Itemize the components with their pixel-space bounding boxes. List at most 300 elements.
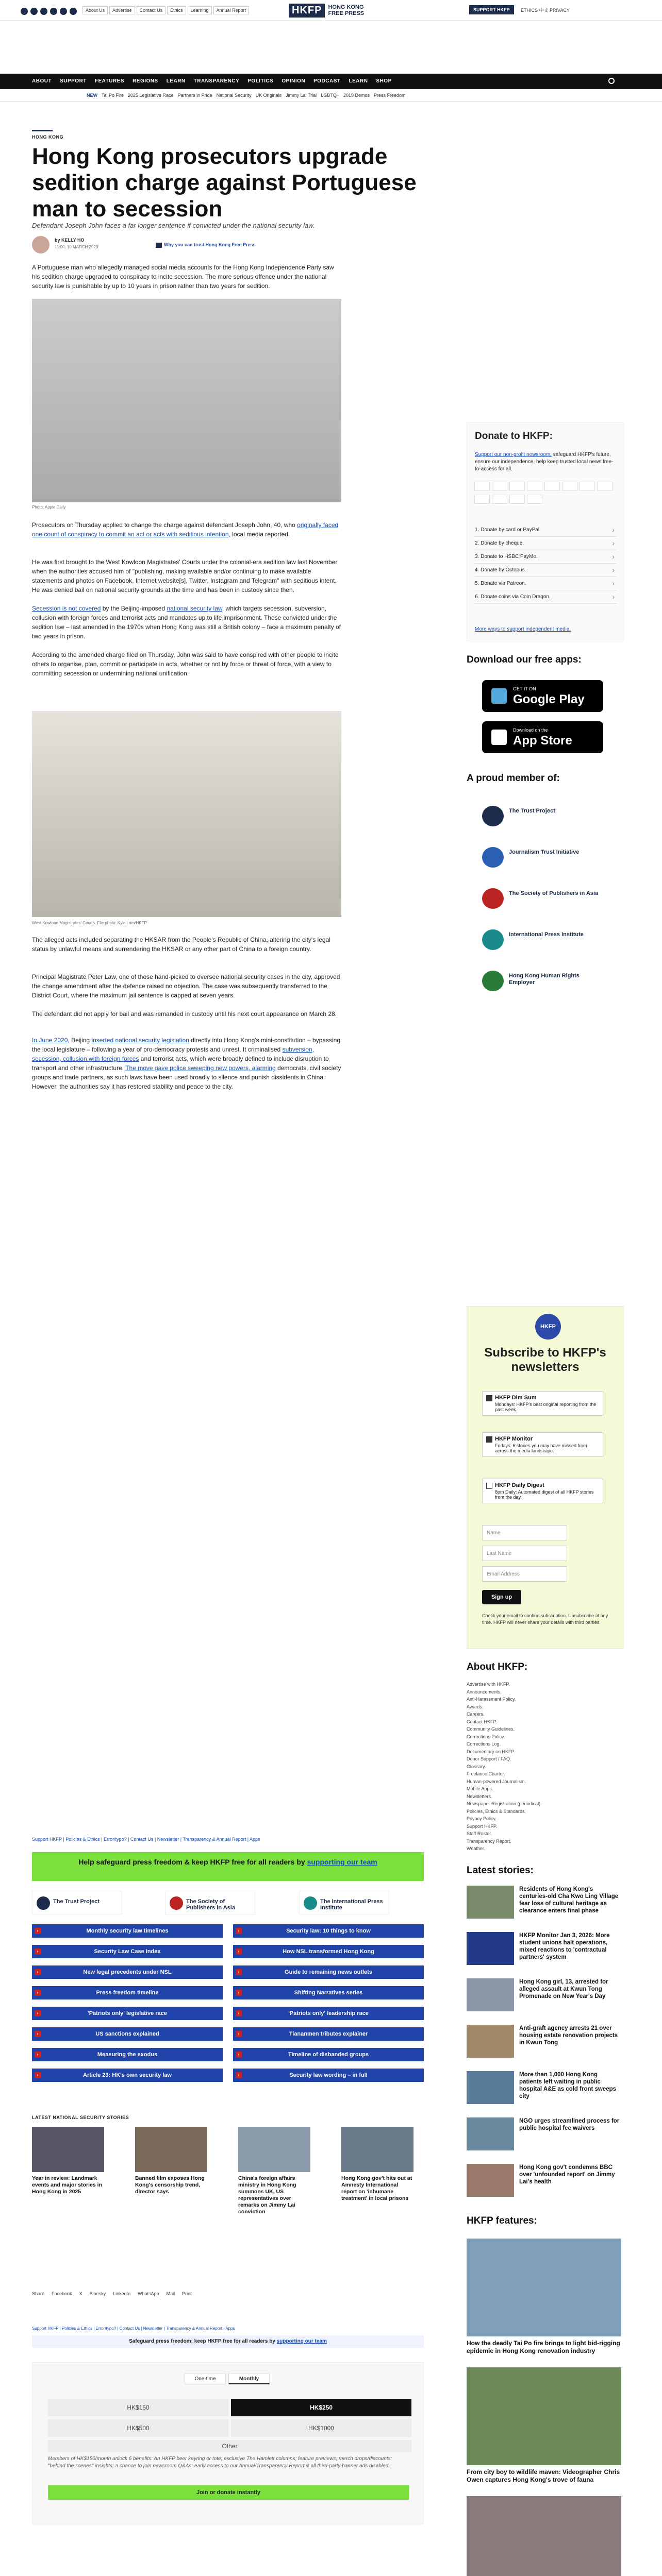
ipi-logo	[304, 1896, 317, 1910]
donate-method[interactable]: 2. Donate by cheque. ›	[475, 537, 617, 550]
about-item[interactable]: Newsletters.	[467, 1793, 492, 1799]
option-name: HKFP Monitor	[495, 1436, 533, 1442]
nav-item[interactable]: LEARN	[349, 78, 368, 84]
subnav-item[interactable]: Press Freedom	[373, 93, 406, 98]
option-desc: 8pm Daily: Automated digest of all HKFP stories from the day.	[495, 1489, 594, 1500]
court-image	[32, 711, 341, 917]
article-paragraph: He was first brought to the West Kowloon Magistrates' Courts under the colonial-era sedition law last November when the authorities accused him of "publishing, making available and/or continuing to make available statements and photos on Facebook, Internet website[s], Twitter, Instagram and Telegram" with seditious intent. He was denied bail on national security grounds at the time and has been in custody since then.	[32, 558, 338, 594]
member-logo[interactable]	[482, 927, 601, 952]
footer-links[interactable]: Support HKFP | Policies & Ethics | Error/typo? | Contact Us | Newsletter | Transparency & Annual Report | Apps	[32, 2326, 235, 2331]
story-title[interactable]: Year in review: Landmark events and major stories in Hong Kong in 2025	[32, 2175, 102, 2195]
subnav-item[interactable]: LGBTQ+	[321, 93, 339, 98]
tile-label: Press freedom timeline	[96, 1990, 159, 1996]
feature-card[interactable]	[467, 2496, 621, 2576]
youtube-icon[interactable]	[50, 8, 57, 15]
feature-card[interactable]	[467, 2239, 621, 2355]
latest-story[interactable]	[467, 1932, 621, 1973]
about-title: About HKFP:	[467, 1662, 528, 1672]
latest-story[interactable]	[467, 1978, 621, 2020]
site-logo[interactable]	[289, 2, 364, 19]
donate-lead-link[interactable]: Support our non-profit newsroom:	[475, 452, 552, 457]
ns-story[interactable]	[32, 2127, 104, 2195]
nav-item[interactable]: FEATURES	[94, 78, 125, 84]
ns-story[interactable]	[238, 2127, 310, 2215]
store-small: GET IT ON	[513, 686, 536, 691]
top-link[interactable]: Advertise	[109, 6, 135, 14]
latest-story[interactable]	[467, 2117, 621, 2159]
amount-option[interactable]: HK$150	[48, 2399, 228, 2416]
explainer-tile[interactable]	[233, 2069, 424, 2082]
story-title[interactable]: Residents of Hong Kong's centuries-old Cha Kwo Ling Village fear loss of cultural heritage as clearance enters final phase	[519, 1886, 619, 1914]
text: democrats, civil society groups and trade partners, as such laws have been used broadly to silence and punish dissidents in China. However, the authorities say it has restored stability and peace to the city.	[32, 1064, 341, 1090]
support-hkfp-button[interactable]: SUPPORT HKFP	[469, 5, 514, 14]
about-item[interactable]: Careers.	[467, 1711, 485, 1717]
article-link[interactable]: In June 2020	[32, 1037, 68, 1044]
explainer-tile[interactable]	[32, 2027, 223, 2041]
article-footer-links[interactable]: Support HKFP | Policies & Ethics | Error/typo? | Contact Us | Newsletter | Transparency & Annual Report | Apps	[32, 1837, 260, 1842]
story-title[interactable]: Hong Kong girl, 13, arrested for alleged assault at Kwun Tong Promenade on New Year's Day	[519, 1979, 608, 1999]
arrow-icon: ›	[35, 1990, 41, 1996]
partner-name: The Trust Project	[53, 1899, 100, 1905]
applepay-icon	[474, 495, 490, 504]
support-banner-text: Help safeguard press freedom & keep HKFP free for all readers by	[78, 1858, 307, 1866]
partner-name: The International Press Institute	[320, 1899, 383, 1911]
membership-benefits: Members of HK$150/month unlock 6 benefits: An HKFP beer keyring or tote; exclusive The Hamlett columns; feature previews; merch drops/discounts; "behind the scenes" insights; a chance to join newsroom Q&As; early access to our Annual/Transparency Report & all third-party banner ads disabled.	[48, 2456, 392, 2469]
social-icons	[21, 7, 79, 15]
donate-lead	[475, 451, 614, 473]
story-title[interactable]: HKFP Monitor Jan 3, 2026: More student unions halt operations, mixed reactions to 'contractual partners' system	[519, 1933, 610, 1960]
latest-national-security-title: LATEST NATIONAL SECURITY STORIES	[32, 2115, 129, 2120]
article-paragraph: The defendant did not apply for bail and was remanded in custody until his next court appearance on March 28.	[32, 1010, 337, 1018]
story-thumb	[467, 2025, 514, 2058]
explainer-tile[interactable]	[32, 1924, 223, 1938]
arrow-icon: ›	[35, 1928, 41, 1934]
latest-story[interactable]	[467, 2071, 621, 2112]
sub-nav	[0, 89, 662, 101]
about-item[interactable]: Freelance Charter.	[467, 1771, 505, 1776]
feature-image	[467, 2367, 621, 2465]
store-small: Download on the	[513, 727, 548, 733]
tile-label: Monthly security law timelines	[86, 1928, 169, 1934]
subnav-item[interactable]: Jimmy Lai Trial	[286, 93, 317, 98]
partner-name: The Society of Publishers in Asia	[186, 1899, 235, 1911]
donate-lead-text: safeguard HKFP's future, ensure our independence, help keep trusted local news free-to-access for all.	[475, 452, 614, 472]
donate-method[interactable]: 4. Donate by Octopus. ›	[475, 564, 617, 577]
nav-item[interactable]: SUPPORT	[60, 78, 87, 84]
newsletter-option[interactable]	[482, 1432, 603, 1457]
option-desc: Mondays: HKFP's best original reporting from the past week.	[495, 1402, 597, 1412]
subnav-item[interactable]: 2019 Demos	[343, 93, 370, 98]
share-print[interactable]: Print	[182, 2291, 192, 2296]
member-logo[interactable]	[482, 969, 601, 993]
arrow-icon: ›	[236, 2072, 242, 2078]
about-item[interactable]: Support HKFP.	[467, 1823, 498, 1829]
support-banner[interactable]	[32, 1852, 424, 1881]
nav-item[interactable]: PODCAST	[313, 78, 341, 84]
why-trust-text: Why you can trust Hong Kong Free Press	[164, 242, 256, 247]
last-name-input[interactable]: Last Name	[482, 1546, 567, 1561]
feature-card[interactable]	[467, 2367, 621, 2484]
explainer-tile[interactable]	[233, 1945, 424, 1958]
about-item[interactable]: Human-powered Journalism.	[467, 1778, 526, 1784]
explainer-tile[interactable]	[32, 1945, 223, 1958]
tile-label: Security Law Case Index	[94, 1948, 161, 1955]
bank-icon	[527, 495, 542, 504]
donate-method[interactable]: 5. Donate via Patreon. ›	[475, 577, 617, 590]
image-caption: Photo: Apple Daily	[32, 505, 66, 510]
jti-logo	[482, 847, 504, 868]
nav-item[interactable]: REGIONS	[133, 78, 158, 84]
tile-label: Shifting Narratives series	[294, 1990, 363, 1996]
share-row	[32, 2291, 199, 2296]
nav-item[interactable]: ABOUT	[32, 78, 52, 84]
join-button[interactable]: Join or donate instantly	[48, 2485, 409, 2500]
image-caption: West Kowloon Magistrates' Courts. File photo: Kyle Lam/HKFP	[32, 921, 147, 925]
text: , local media reported.	[228, 531, 290, 538]
tile-label: Security law wording – in full	[289, 2072, 368, 2078]
article-paragraph: According to the amended charge filed on Thursday, John was said to have conspired with other people to incite others to organise, plan, commit or participate in acts, whether or not by force or threat of force, with a view to committing secession or undermining national unification.	[32, 651, 339, 677]
feature-image	[467, 2496, 621, 2576]
article-link[interactable]: subversion, secession, collusion with foreign forces	[32, 1046, 314, 1062]
newsletter-option[interactable]	[482, 1391, 603, 1416]
article-paragraph	[32, 520, 341, 539]
logo-text	[328, 4, 364, 16]
story-thumb	[467, 1932, 514, 1965]
payment-icons	[473, 481, 618, 506]
article-headline: Hong Kong prosecutors upgrade sedition charge against Portuguese man to secession	[32, 144, 417, 222]
share-whatsapp[interactable]: WhatsApp	[138, 2291, 159, 2296]
more-ways-link[interactable]	[475, 626, 571, 632]
nav-item[interactable]: POLITICS	[247, 78, 274, 84]
newsletter-note: Check your email to confirm subscription. Unsubscribe at any time. HKFP will never share your details with third parties.	[482, 1613, 608, 1625]
apps-title: Download our free apps:	[467, 654, 582, 665]
member-name: International Press Institute	[509, 931, 584, 938]
arrow-icon: ›	[236, 2010, 242, 2016]
nav-item[interactable]: OPINION	[282, 78, 306, 84]
visa-icon	[492, 482, 507, 491]
amount-option-selected[interactable]: HK$250	[231, 2399, 411, 2416]
freq-one-time[interactable]: One-time	[185, 2373, 226, 2384]
share-label: Share	[32, 2291, 45, 2296]
member-logo[interactable]	[482, 804, 601, 828]
linkedin-icon[interactable]	[60, 8, 67, 15]
about-item[interactable]: Anti-Harassment Policy.	[467, 1697, 516, 1702]
story-title[interactable]: Hong Kong gov't condemns BBC over 'unfounded report' on Jimmy Lai's health	[519, 2164, 615, 2185]
arrow-icon: ›	[236, 1990, 242, 1996]
search-icon[interactable]	[608, 78, 615, 84]
subnav-item[interactable]: National Security	[216, 93, 252, 98]
ns-story[interactable]	[341, 2127, 413, 2202]
story-image	[341, 2127, 413, 2172]
option-desc: Fridays: 6 stories you may have missed from across the media landscape.	[495, 1443, 587, 1453]
explainer-tile[interactable]	[233, 1986, 424, 1999]
sopa-logo	[170, 1896, 183, 1910]
hrp-logo	[482, 971, 504, 991]
explainer-tile[interactable]	[233, 1965, 424, 1979]
option-name: HKFP Dim Sum	[495, 1395, 537, 1401]
name-input[interactable]: Name	[482, 1525, 567, 1540]
newsletter-title: Subscribe to HKFP's newsletters	[484, 1346, 606, 1374]
tile-label: US sanctions explained	[95, 2031, 159, 2037]
top-link[interactable]: Contact Us	[137, 6, 166, 14]
article-link[interactable]: national security law	[167, 605, 222, 612]
explainer-tile[interactable]	[32, 2069, 223, 2082]
story-title[interactable]: Hong Kong gov't hits out at Amnesty International report on 'inhumane treatment' in local prisons	[341, 2175, 412, 2201]
story-thumb	[467, 2117, 514, 2150]
patreon-icon	[509, 495, 525, 504]
tile-label: Tiananmen tributes explainer	[289, 2031, 368, 2037]
article-image	[32, 299, 341, 502]
story-thumb	[467, 1886, 514, 1919]
sopa-logo	[482, 888, 504, 909]
about-item[interactable]: Policies, Ethics & Standards.	[467, 1808, 526, 1814]
google-play-button[interactable]	[482, 680, 603, 712]
arrow-icon: ›	[35, 2031, 41, 2037]
about-item[interactable]: Staff Roster.	[467, 1831, 492, 1836]
donate-title: Donate to HKFP:	[475, 431, 553, 442]
partner-logo[interactable]	[32, 1891, 122, 1914]
story-title[interactable]: Anti-graft agency arrests 21 over housing estate renovation projects in Kwun Tong	[519, 2025, 618, 2046]
about-item[interactable]: Advertise with HKFP.	[467, 1682, 510, 1687]
partner-logo[interactable]	[299, 1891, 389, 1914]
story-title[interactable]: More than 1,000 Hong Kong patients left waiting in public hospital A&E as cold front sweeps city	[519, 2072, 617, 2099]
tile-label: 'Patriots only' leadership race	[288, 2010, 369, 2016]
why-trust-link[interactable]	[156, 242, 256, 248]
about-item[interactable]: Contact HKFP.	[467, 1719, 497, 1724]
partner-logo[interactable]	[165, 1891, 255, 1914]
amex-icon	[509, 482, 525, 491]
arrow-icon: ›	[35, 1969, 41, 1975]
top-link[interactable]: About Us	[82, 6, 108, 14]
text: directly into Hong Kong's mini-constitution – bypassing the local legislature – following a year of pro-democracy protests and unrest. It criminalised	[32, 1037, 340, 1053]
language-links[interactable]: ETHICS 中文 PRIVACY	[521, 8, 570, 13]
donate-box	[467, 422, 624, 641]
support-banner-link[interactable]: supporting our team	[307, 1858, 377, 1866]
story-thumb	[467, 1978, 514, 2011]
unionpay-icon	[544, 482, 560, 491]
member-logo[interactable]	[482, 886, 601, 911]
explainer-tile[interactable]	[233, 1924, 424, 1938]
amount-option[interactable]: HK$500	[48, 2419, 228, 2437]
tile-label: Security law: 10 things to know	[286, 1928, 371, 1934]
checkbox[interactable]	[486, 1395, 492, 1401]
explainer-tile[interactable]	[233, 2007, 424, 2020]
arrow-icon: ›	[236, 1948, 242, 1955]
trust-project-logo	[37, 1896, 50, 1910]
subnav-item[interactable]: 2025 Legislative Race	[128, 93, 174, 98]
checkbox[interactable]	[486, 1436, 492, 1443]
new-badge: NEW	[87, 93, 97, 98]
text: , Beijing	[68, 1037, 92, 1044]
trust-project-logo	[482, 806, 504, 826]
arrow-icon: ›	[35, 2052, 41, 2058]
latest-title: Latest stories:	[467, 1865, 534, 1876]
share-mail[interactable]: Mail	[166, 2291, 175, 2296]
top-links	[82, 6, 251, 14]
tile-label: Measuring the exodus	[97, 2052, 158, 2058]
threads-icon[interactable]	[70, 8, 77, 15]
option-name: HKFP Daily Digest	[495, 1482, 544, 1488]
arrow-icon: ›	[35, 2010, 41, 2016]
member-title: A proud member of:	[467, 773, 560, 784]
top-link[interactable]: Ethics	[167, 6, 186, 14]
share-facebook[interactable]: Facebook	[52, 2291, 72, 2296]
about-item[interactable]: Weather.	[467, 1846, 485, 1851]
member-name: The Society of Publishers in Asia	[509, 890, 599, 896]
top-link[interactable]: Annual Report	[213, 6, 250, 14]
checkbox[interactable]	[486, 1483, 492, 1489]
tile-label: Timeline of disbanded groups	[288, 2052, 369, 2058]
about-item[interactable]: Corrections Log.	[467, 1741, 501, 1747]
arrow-icon: ›	[35, 2072, 41, 2078]
article-link[interactable]: inserted national security legislation	[91, 1037, 189, 1044]
article-paragraph	[32, 604, 341, 641]
author-name[interactable]: by KELLY HO	[55, 238, 85, 243]
freq-monthly[interactable]: Monthly	[228, 2373, 270, 2384]
standfirst: Defendant Joseph John faces a far longer sentence if convicted under the national security law.	[32, 222, 315, 229]
email-input[interactable]: Email Address	[482, 1566, 567, 1582]
article-paragraph	[32, 1036, 341, 1091]
article-link[interactable]: The move gave police sweeping new powers, alarming	[125, 1064, 276, 1072]
explainer-tile[interactable]	[32, 2007, 223, 2020]
about-item[interactable]: Donor Support / FAQ.	[467, 1756, 511, 1761]
subnav-item[interactable]: UK Originals	[255, 93, 282, 98]
apple-icon	[491, 730, 507, 745]
paypal-icon	[597, 482, 613, 491]
author-avatar[interactable]	[32, 236, 49, 253]
latest-story[interactable]	[467, 2164, 621, 2205]
story-image	[32, 2127, 104, 2172]
story-image	[238, 2127, 310, 2172]
logo-line1: HONG KONG	[328, 4, 364, 10]
latest-story[interactable]	[467, 1886, 621, 1927]
about-item[interactable]: Glossary.	[467, 1764, 486, 1769]
about-item[interactable]: Privacy Policy.	[467, 1816, 496, 1821]
article-paragraph: Principal Magistrate Peter Law, one of those hand-picked to oversee national security cases in the city, approved the change amendment after the defence raised no objection. The case was subsequently transferred to the District Court, where the maximum jail sentence is capped at seven years.	[32, 973, 340, 999]
text: and terrorist acts, which were broadly defined to include disruption to transport and other infrastructure.	[32, 1055, 329, 1072]
top-link[interactable]: Learning	[188, 6, 212, 14]
explainer-tile[interactable]	[32, 1965, 223, 1979]
instagram-icon[interactable]	[40, 8, 47, 15]
arrow-icon: ›	[236, 2031, 242, 2037]
donate-method[interactable]: 6. Donate coins via Coin Dragon. ›	[475, 590, 617, 604]
arrow-icon: ›	[236, 1969, 242, 1975]
about-item[interactable]: Corrections Policy.	[467, 1734, 505, 1739]
story-thumb	[467, 2164, 514, 2197]
explainer-tile[interactable]	[32, 2048, 223, 2061]
app-store-button[interactable]	[482, 721, 603, 753]
google-play-icon	[491, 688, 507, 704]
top-bar	[0, 0, 662, 21]
story-image	[135, 2127, 207, 2172]
googlepay-icon	[492, 495, 507, 504]
store-big: Google Play	[513, 692, 585, 706]
share-x[interactable]: X	[79, 2291, 82, 2296]
ipi-logo	[482, 929, 504, 950]
octopus-icon	[580, 482, 595, 491]
store-big: App Store	[513, 734, 572, 748]
signup-button[interactable]: Sign up	[482, 1590, 521, 1604]
article-paragraph: The alleged acts included separating the HKSAR from the People's Republic of China, altering the city's legal status by unlawful means and surrendering the HKSAR or any other part of China to a foreign country.	[32, 936, 330, 953]
tile-label: How NSL transformed Hong Kong	[283, 1948, 374, 1955]
newsletter-option[interactable]	[482, 1479, 603, 1503]
kicker[interactable]: HONG KONG	[32, 134, 64, 140]
about-list	[467, 1681, 611, 1853]
amount-other[interactable]: Other	[48, 2440, 411, 2452]
explainer-tile[interactable]	[233, 2048, 424, 2061]
article-link[interactable]: originally faced one count of conspiracy to commit an act or acts with seditious intention	[32, 521, 339, 538]
article-paragraph: A Portuguese man who allegedly managed social media accounts for the Hong Kong Independence Party saw his sedition charge upgraded to conspiracy to incite secession. The more serious offence under the national security law is punishable by up to 10 years in prison rather than two years for sedition.	[32, 264, 334, 290]
jcb-icon	[527, 482, 542, 491]
newsletter-logo: HKFP	[535, 1314, 561, 1340]
text: by the Beijing-imposed	[101, 605, 167, 612]
trust-icon	[156, 243, 162, 248]
kicker-bar	[32, 130, 53, 131]
donate-form	[32, 2362, 424, 2524]
feature-image	[467, 2239, 621, 2336]
member-name: The Trust Project	[509, 808, 555, 814]
about-item[interactable]: Community Guidelines.	[467, 1726, 515, 1732]
tile-label: New legal precedents under NSL	[83, 1969, 172, 1975]
arrow-icon: ›	[35, 1948, 41, 1955]
publish-date: 11:00, 10 MARCH 2023	[55, 245, 98, 249]
about-item[interactable]: Mobile Apps.	[467, 1786, 493, 1791]
about-item[interactable]: Newspaper Registration (periodical).	[467, 1801, 542, 1806]
explainer-tile[interactable]	[32, 1986, 223, 1999]
member-logo[interactable]	[482, 845, 601, 870]
text: , which targets secession, subversion, collusion with foreign forces and terrorist acts and mandates up to life imprisonment. Those convicted under the sedition law – last amended in the 1970s when Hong Kong was still a British colony – face a maximum penalty of two years in prison.	[32, 605, 341, 640]
nav-item[interactable]: TRANSPARENCY	[193, 78, 240, 84]
nav-item[interactable]: LEARN	[166, 78, 186, 84]
about-item[interactable]: Documentary on HKFP.	[467, 1749, 515, 1754]
subnav-item[interactable]: Partners in Pride	[177, 93, 212, 98]
text: Prosecutors on Thursday applied to change the charge against defendant Joseph John, 40, who	[32, 521, 297, 529]
story-title[interactable]: China's foreign affairs ministry in Hong Kong summons UK, US representatives over remarks on Jimmy Lai conviction	[238, 2175, 296, 2215]
x-icon[interactable]	[30, 8, 38, 15]
share-bluesky[interactable]: Bluesky	[89, 2291, 106, 2296]
safeguard-banner[interactable]	[32, 2335, 424, 2348]
story-thumb	[467, 2071, 514, 2104]
donate-method[interactable]: 3. Donate to HSBC PayMe. ›	[475, 550, 617, 564]
about-item[interactable]: Awards.	[467, 1704, 484, 1709]
payme-icon	[562, 482, 577, 491]
story-title[interactable]: NGO urges streamlined process for public hospital fee waivers	[519, 2118, 620, 2131]
subnav-item[interactable]: Tai Po Fire	[102, 93, 124, 98]
nav-item[interactable]: SHOP	[376, 78, 392, 84]
story-title[interactable]: Banned film exposes Hong Kong's censorship trend, director says	[135, 2175, 205, 2195]
about-item[interactable]: Announcements.	[467, 1689, 502, 1694]
facebook-icon[interactable]	[21, 8, 28, 15]
latest-story[interactable]	[467, 2025, 621, 2066]
amount-option[interactable]: HK$1000	[231, 2419, 411, 2437]
logo-mark: HKFP	[289, 4, 325, 18]
donate-method[interactable]: 1. Donate by card or PayPal. ›	[475, 523, 617, 537]
features-title: HKFP features:	[467, 2215, 537, 2226]
arrow-icon: ›	[236, 1928, 242, 1934]
member-name: Journalism Trust Initiative	[509, 849, 580, 855]
feature-title[interactable]: How the deadly Tai Po fire brings to light bid-rigging epidemic in Hong Kong renovation industry	[467, 2340, 620, 2354]
feature-title[interactable]: From city boy to wildlife maven: Videographer Chris Owen captures Hong Kong's trove of fauna	[467, 2468, 620, 2483]
more-ways-text[interactable]: More ways to support independent media.	[475, 626, 571, 632]
explainer-tile[interactable]	[233, 2027, 424, 2041]
article-link[interactable]: Secession is not covered	[32, 605, 101, 612]
donate-methods	[475, 523, 617, 604]
tile-label: 'Patriots only' legislative race	[88, 2010, 167, 2016]
ns-story[interactable]	[135, 2127, 207, 2195]
about-item[interactable]: Transparency Report.	[467, 1838, 511, 1844]
safeguard-link[interactable]: supporting our team	[276, 2338, 327, 2344]
share-linkedin[interactable]: LinkedIn	[113, 2291, 131, 2296]
